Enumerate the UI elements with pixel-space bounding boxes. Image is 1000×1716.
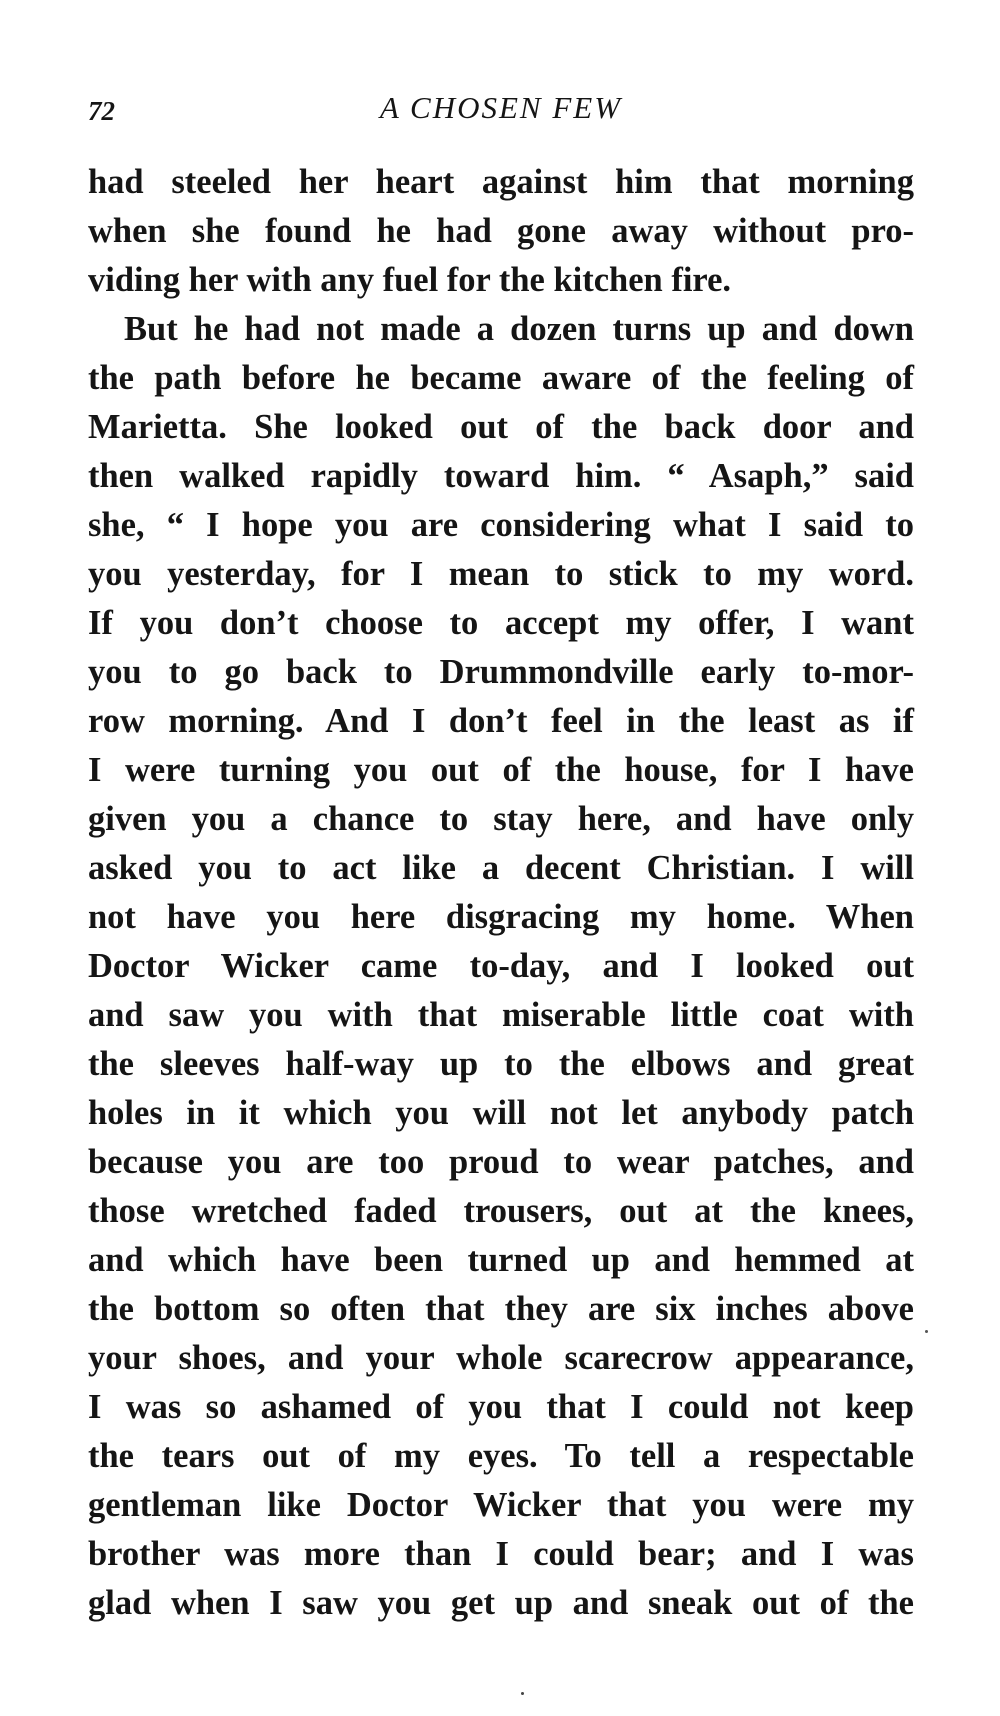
text-line: brother was more than I could bear; and I was [88, 1535, 914, 1573]
text-line: gentleman like Doctor Wicker that you were my [88, 1486, 914, 1524]
text-line: your shoes, and your whole scarecrow appearance, [88, 1339, 914, 1377]
text-line: and which have been turned up and hemmed at [88, 1241, 914, 1279]
text-line: you yesterday, for I mean to stick to my word. [88, 555, 914, 593]
text-line: given you a chance to stay here, and have only [88, 800, 914, 838]
running-title: A CHOSEN FEW [379, 90, 623, 125]
text-line: the path before he became aware of the feeling of [88, 359, 914, 397]
text-line: holes in it which you will not let anybody patch [88, 1094, 914, 1132]
ink-speck [925, 1330, 928, 1333]
text-line: and saw you with that miserable little coat with [88, 996, 914, 1034]
text-line: the sleeves half-way up to the elbows and great [88, 1045, 914, 1083]
text-line: the bottom so often that they are six inches above [88, 1290, 914, 1328]
text-line: asked you to act like a decent Christian. I will [88, 849, 914, 887]
text-line: the tears out of my eyes. To tell a respectable [88, 1437, 914, 1475]
ink-speck [521, 1692, 524, 1695]
text-line: not have you here disgracing my home. When [88, 898, 914, 936]
text-line: viding her with any fuel for the kitchen fire. [88, 261, 732, 299]
text-line: If you don’t choose to accept my offer, I want [88, 604, 914, 642]
text-line: I were turning you out of the house, for I have [88, 751, 914, 789]
page-header [88, 90, 914, 130]
text-line: then walked rapidly toward him. “ Asaph,” said [88, 457, 914, 495]
text-line: when she found he had gone away without pro- [88, 212, 914, 250]
text-line: I was so ashamed of you that I could not keep [88, 1388, 914, 1426]
text-line: those wretched faded trousers, out at the knees, [88, 1192, 914, 1230]
text-line: Marietta. She looked out of the back door and [88, 408, 914, 446]
text-line: row morning. And I don’t feel in the least as if [88, 702, 914, 740]
text-line: because you are too proud to wear patches, and [88, 1143, 914, 1181]
text-line: glad when I saw you get up and sneak out of the [88, 1584, 914, 1622]
page-number: 72 [88, 96, 115, 126]
text-line: had steeled her heart against him that morning [88, 163, 914, 201]
body-text [88, 158, 914, 1628]
text-line: she, “ I hope you are considering what I said to [88, 506, 914, 544]
text-line: you to go back to Drummondville early to-mor- [88, 653, 914, 691]
text-line: But he had not made a dozen turns up and down [124, 310, 914, 348]
text-line: Doctor Wicker came to-day, and I looked out [88, 947, 914, 985]
